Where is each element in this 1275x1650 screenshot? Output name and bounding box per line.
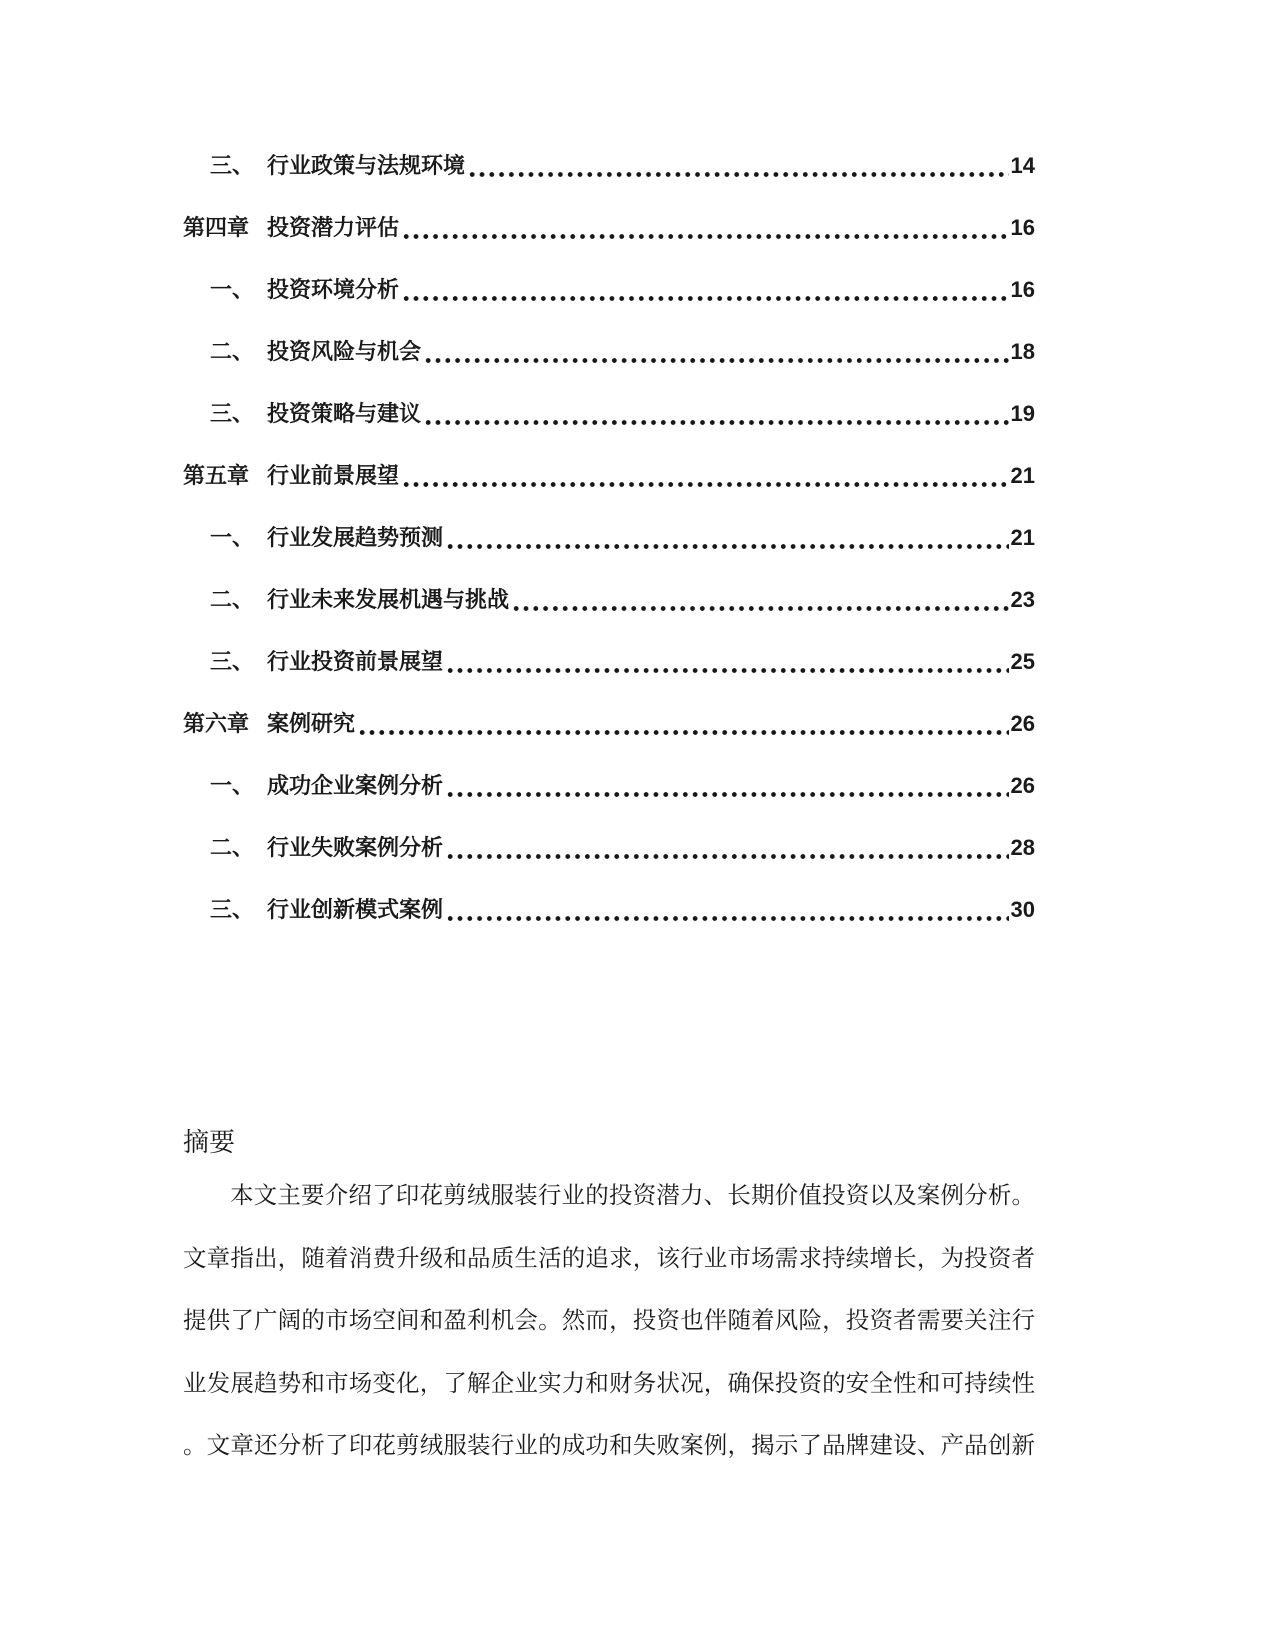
toc-dot-leader: [513, 569, 1009, 631]
toc-entry-label: 投资风险与机会: [267, 339, 422, 364]
abstract-line: 文章指出，随着消费升级和品质生活的追求，该行业市场需求持续增长，为投资者: [183, 1244, 1035, 1271]
toc-entry-label: 成功企业案例分析: [267, 773, 444, 798]
toc-entry-label: 行业发展趋势预测: [267, 525, 444, 550]
toc-entry[interactable]: [183, 569, 1035, 631]
toc-dot-leader: [359, 693, 1009, 755]
toc-dot-leader: [403, 445, 1009, 507]
toc-dot-leader: [447, 879, 1009, 941]
toc-page-number: 16: [1010, 215, 1035, 240]
toc-dot-leader: [425, 383, 1009, 445]
toc-entry-label: 投资潜力评估: [267, 215, 400, 240]
toc-entry-number: 一、: [210, 773, 255, 798]
toc-entry-label: 投资环境分析: [267, 277, 400, 302]
toc-entry-number: 二、: [210, 339, 255, 364]
toc-entry[interactable]: [183, 197, 1035, 259]
toc-entry-label: 行业前景展望: [267, 463, 400, 488]
toc-dot-leader: [447, 507, 1009, 569]
toc-entry[interactable]: [183, 259, 1035, 321]
toc-entry-number: 三、: [210, 897, 255, 922]
toc-entry-number: 第五章: [183, 463, 250, 488]
abstract-paragraph: [183, 1164, 1035, 1477]
toc-entry-label: 行业投资前景展望: [267, 649, 444, 674]
toc-dot-leader: [403, 197, 1009, 259]
toc-entry[interactable]: [183, 445, 1035, 507]
toc-entry-label: 案例研究: [267, 711, 356, 736]
toc-dot-leader: [447, 631, 1009, 693]
toc-page-number: 26: [1010, 711, 1035, 736]
toc-entry-label: 行业政策与法规环境: [267, 153, 466, 178]
toc-entry-label: 行业未来发展机遇与挑战: [267, 587, 510, 612]
toc-entry-number: 三、: [210, 153, 255, 178]
toc-dot-leader: [469, 135, 1009, 197]
toc-page-number: 21: [1010, 525, 1035, 550]
table-of-contents: [183, 135, 1035, 941]
toc-entry-number: 三、: [210, 401, 255, 426]
toc-entry-number: 第六章: [183, 711, 250, 736]
abstract-heading: 摘要: [183, 1127, 236, 1157]
toc-page-number: 18: [1010, 339, 1035, 364]
toc-page-number: 28: [1010, 835, 1035, 860]
toc-page-number: 14: [1010, 153, 1035, 178]
abstract-line: 。文章还分析了印花剪绒服装行业的成功和失败案例，揭示了品牌建设、产品创新: [183, 1432, 1035, 1458]
toc-entry[interactable]: [183, 755, 1035, 817]
toc-entry-number: 三、: [210, 649, 255, 674]
toc-entry-label: 投资策略与建议: [267, 401, 422, 426]
toc-entry[interactable]: [183, 817, 1035, 879]
toc-entry-label: 行业失败案例分析: [267, 835, 444, 860]
toc-entry-number: 第四章: [183, 215, 250, 240]
abstract-line: 业发展趋势和市场变化，了解企业实力和财务状况，确保投资的安全性和可持续性: [183, 1369, 1035, 1396]
toc-page-number: 23: [1010, 587, 1035, 612]
toc-entry[interactable]: [183, 693, 1035, 755]
abstract-line: 提供了广阔的市场空间和盈利机会。然而，投资也伴随着风险，投资者需要关注行: [183, 1307, 1035, 1333]
toc-page-number: 26: [1010, 773, 1035, 798]
toc-entry[interactable]: [183, 879, 1035, 941]
abstract-line: 本文主要介绍了印花剪绒服装行业的投资潜力、长期价值投资以及案例分析。: [230, 1182, 1035, 1208]
toc-entry[interactable]: [183, 135, 1035, 197]
toc-entry-number: 一、: [210, 525, 255, 550]
toc-entry[interactable]: [183, 507, 1035, 569]
toc-page-number: 19: [1010, 401, 1035, 426]
toc-page-number: 30: [1010, 897, 1035, 922]
toc-dot-leader: [447, 817, 1009, 879]
toc-entry[interactable]: [183, 631, 1035, 693]
toc-entry-label: 行业创新模式案例: [267, 897, 444, 922]
toc-dot-leader: [425, 321, 1009, 383]
toc-dot-leader: [447, 755, 1009, 817]
toc-entry-number: 二、: [210, 587, 255, 612]
toc-entry-number: 一、: [210, 277, 255, 302]
toc-entry-number: 二、: [210, 835, 255, 860]
toc-page-number: 16: [1010, 277, 1035, 302]
toc-dot-leader: [403, 259, 1009, 321]
toc-page-number: 21: [1010, 463, 1035, 488]
toc-page-number: 25: [1010, 649, 1035, 674]
toc-entry[interactable]: [183, 321, 1035, 383]
toc-entry[interactable]: [183, 383, 1035, 445]
